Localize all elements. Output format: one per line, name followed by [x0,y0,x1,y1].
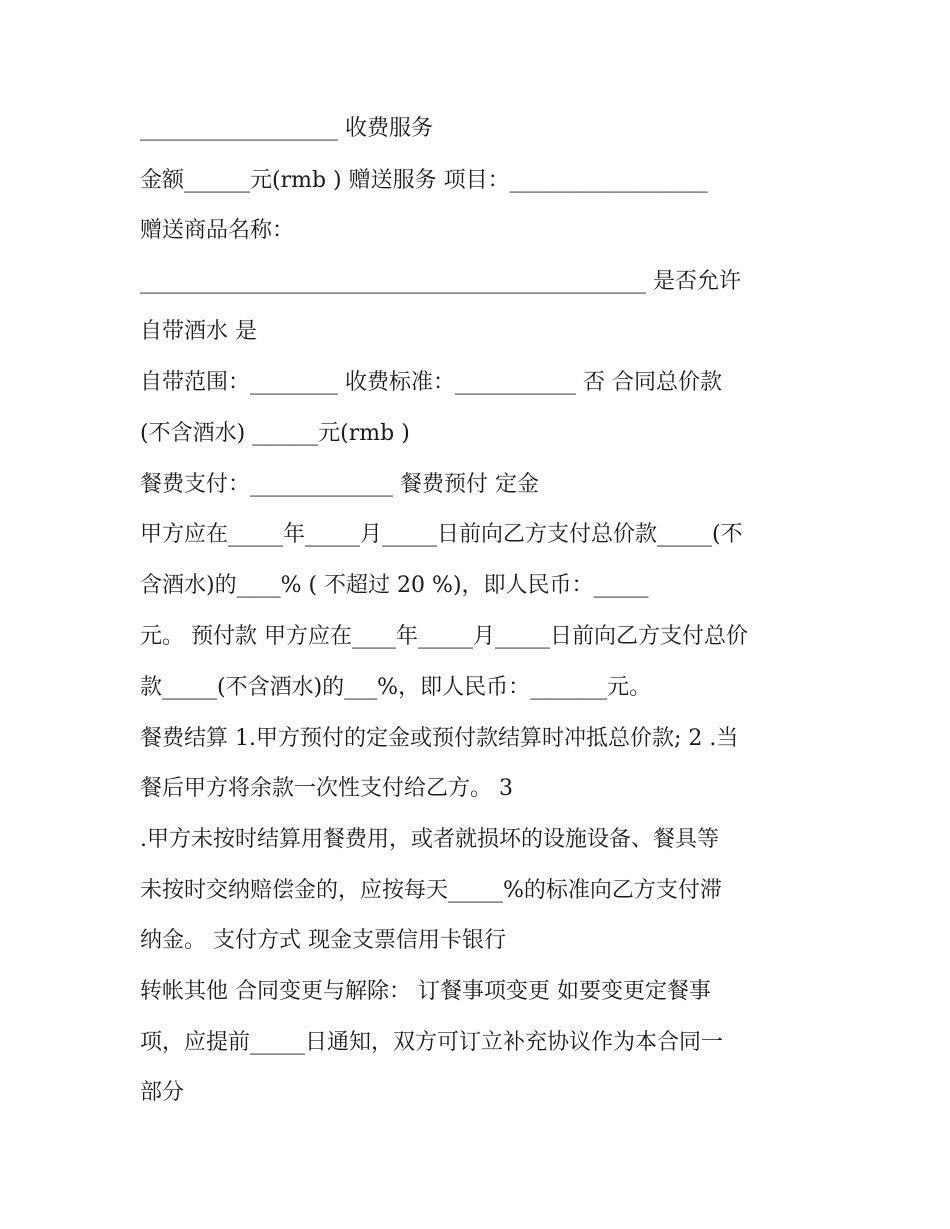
text-line-12: 款_____(不含酒水)的___%，即人民币：_______元。 [140,675,652,700]
text-line-20: 部分 [140,1080,185,1105]
text-line-7: (不含酒水) ______元(rmb ) [140,421,410,446]
text-line-9: 甲方应在_____年_____月_____日前向乙方支付总价款_____(不 [140,522,743,547]
text-line-4: ______________________________________________ 是否允许 [140,269,741,294]
text-line-17: 纳金。 支付方式 现金支票信用卡银行 [140,928,506,953]
text-line-15: .甲方未按时结算用餐费用，或者就损坏的设施设备、餐具等 [140,827,719,852]
text-line-3: 赠送商品名称： [140,218,295,243]
text-line-6: 自带范围：________ 收费标准：___________ 否 合同总价款 [140,370,722,395]
text-line-16: 未按时交纳赔偿金的，应按每天_____%的标准向乙方支付滞 [140,878,722,903]
text-line-11: 元。 预付款 甲方应在____年_____月_____日前向乙方支付总价 [140,624,748,649]
text-line-14: 餐后甲方将余款一次性支付给乙方。 3 [140,776,513,801]
text-line-8: 餐费支付：_____________ 餐费预付 定金 [140,472,539,497]
text-line-19: 项，应提前_____日通知，双方可订立补充协议作为本合同一 [140,1030,724,1055]
text-line-10: 含酒水)的____% ( 不超过 20 %)，即人民币：_____ [140,573,649,598]
text-line-2: 金额______元(rmb ) 赠送服务 项目：__________________ [140,168,708,193]
text-line-18: 转帐其他 合同变更与解除： 订餐事项变更 如要变更定餐事 [140,979,711,1004]
text-line-5: 自带酒水 是 [140,319,257,344]
text-line-13: 餐费结算 1.甲方预付的定金或预付款结算时冲抵总价款; 2 .当 [140,726,739,751]
text-line-1: __________________ 收费服务 [140,116,433,141]
